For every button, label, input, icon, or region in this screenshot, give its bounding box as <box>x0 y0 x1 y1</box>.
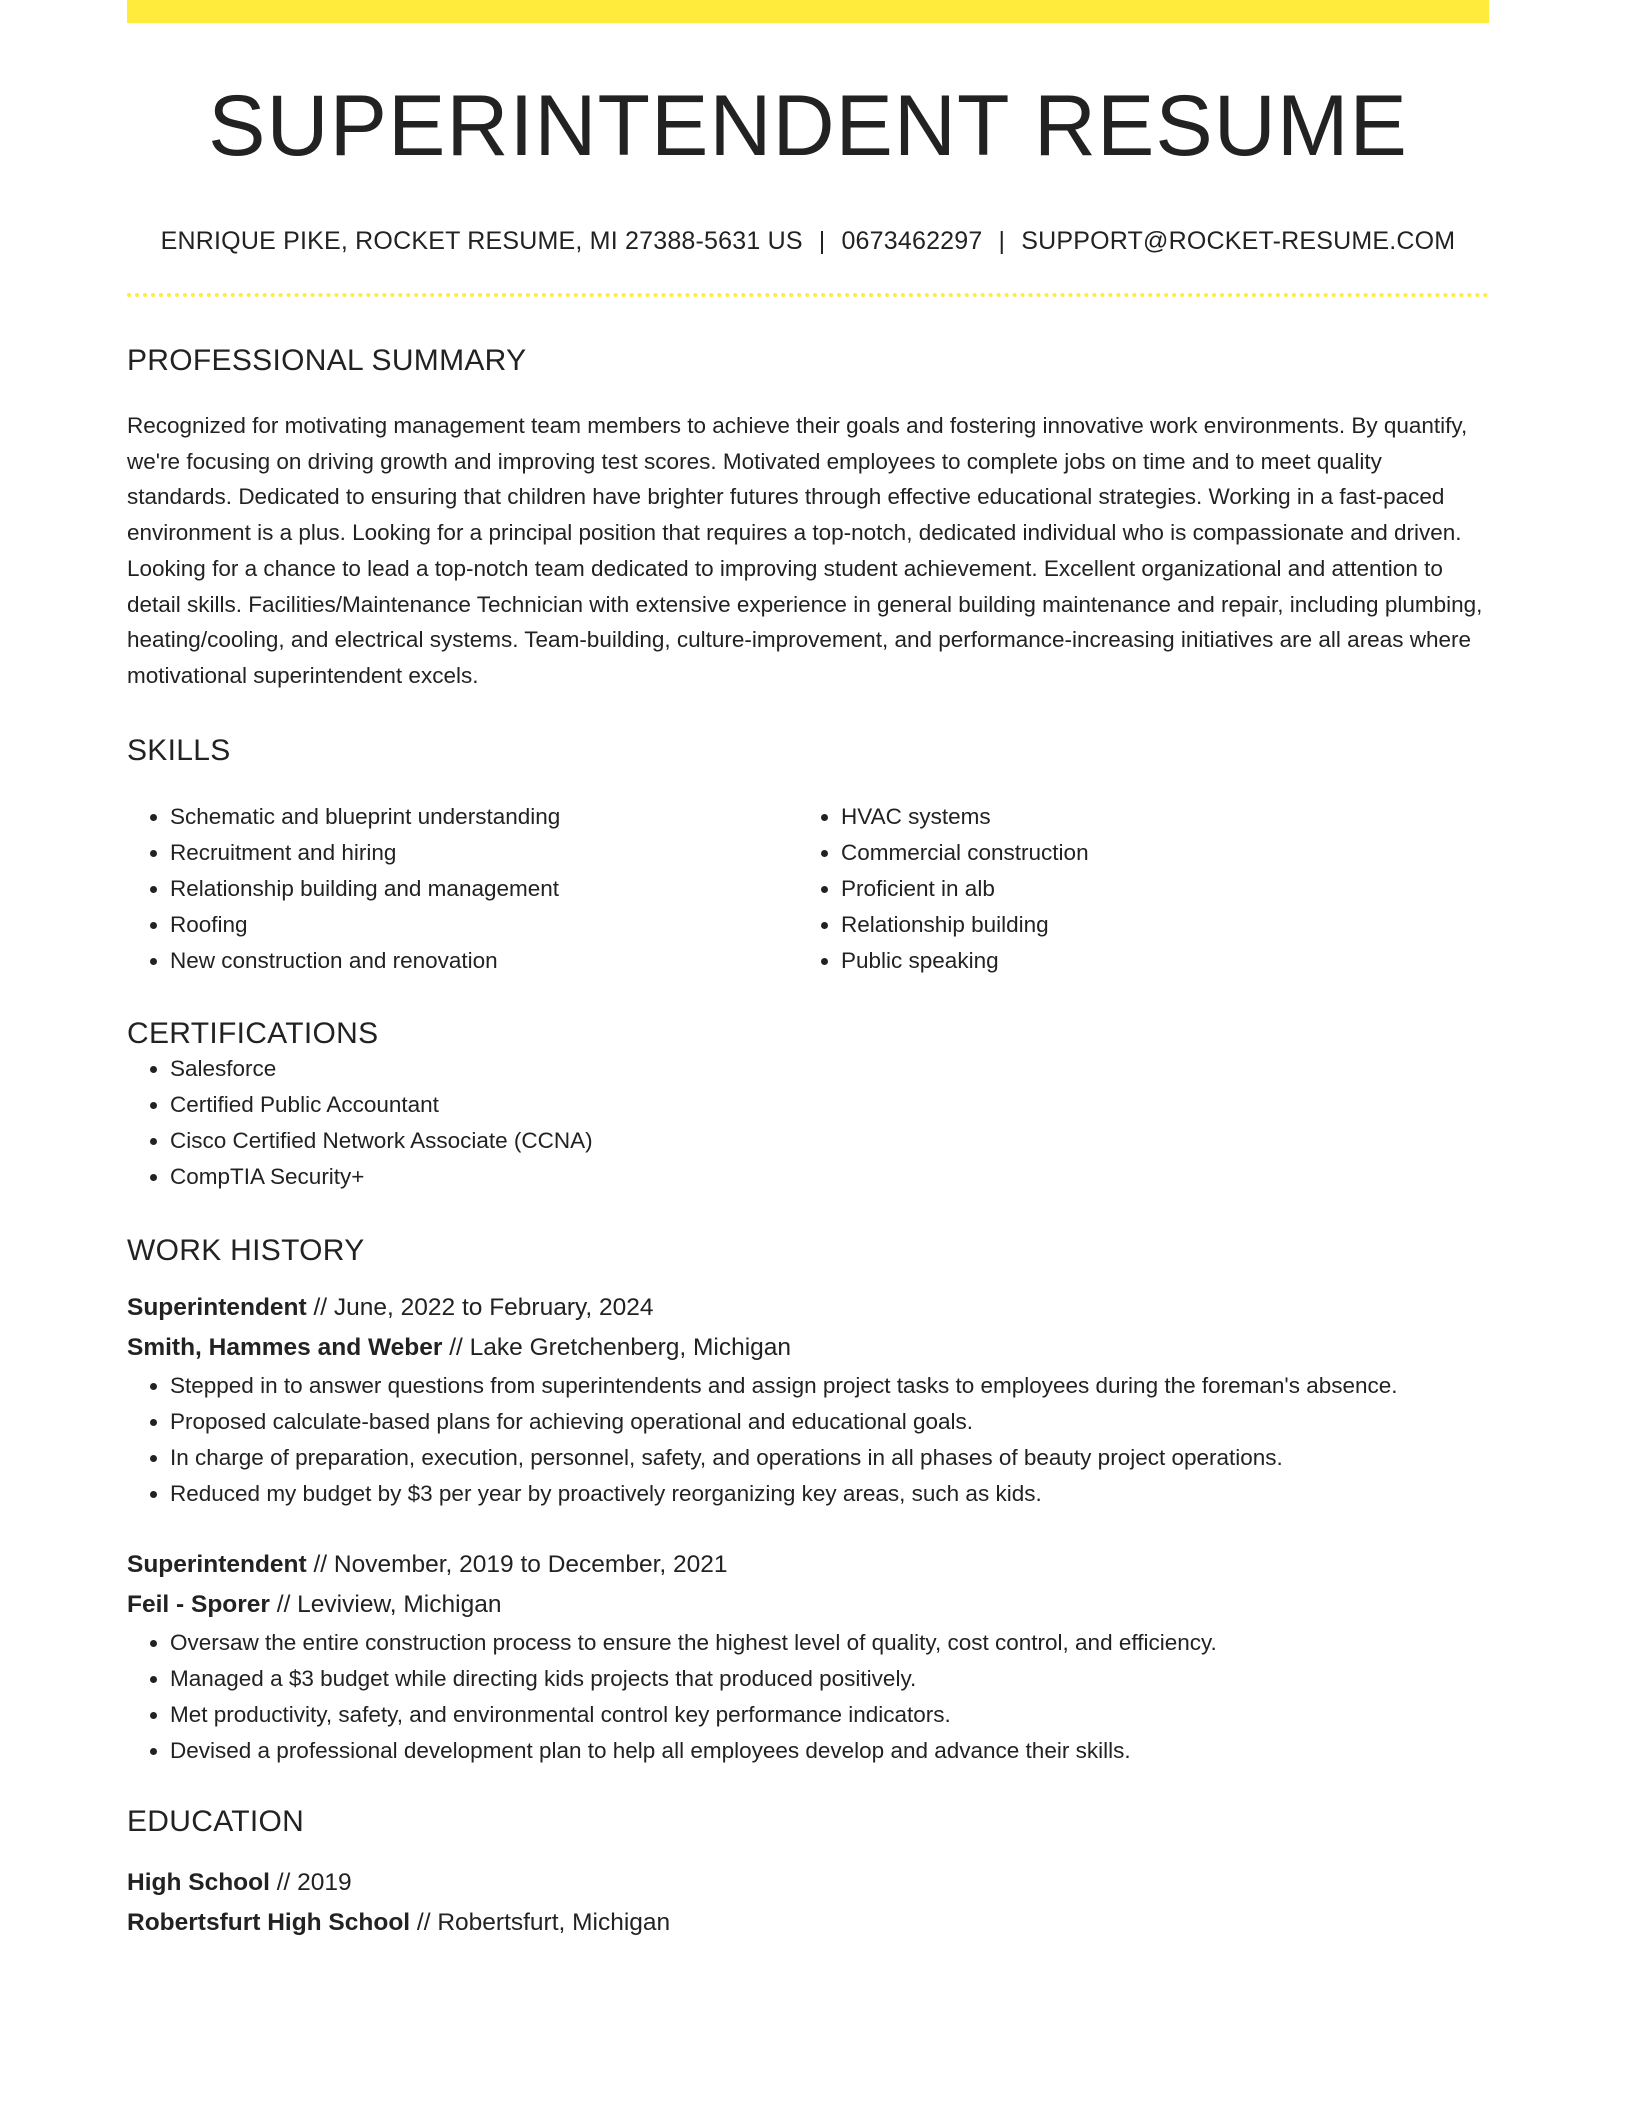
summary-heading: PROFESSIONAL SUMMARY <box>127 344 527 377</box>
education-school: Robertsfurt High School <box>127 1908 411 1936</box>
education-degree-line <box>127 1863 1489 1903</box>
education-entry <box>127 1863 1489 1943</box>
resume-title: SUPERINTENDENT RESUME <box>208 78 1408 174</box>
contact-email: SUPPORT@ROCKET-RESUME.COM <box>1021 227 1456 255</box>
skills-list-left <box>127 799 798 979</box>
job-bullet: • Reduced my budget by $3 per year by proactively reorganizing key areas, such as kids. <box>170 1476 1489 1512</box>
skill-item: • Proficient in alb <box>841 871 1469 907</box>
job-bullet: • Met productivity, safety, and environmental control key performance indicators. <box>170 1697 1489 1733</box>
education-year: // 2019 <box>269 1868 352 1896</box>
contact-separator: | <box>818 227 826 255</box>
skill-item: • Relationship building <box>841 907 1469 943</box>
education-degree: High School <box>127 1868 270 1896</box>
job-company: Smith, Hammes and Weber <box>127 1333 443 1361</box>
job-bullets <box>127 1625 1489 1769</box>
certification-item: • Certified Public Accountant <box>170 1087 1489 1123</box>
skill-item: • Roofing <box>170 907 798 943</box>
skill-item: • Recruitment and hiring <box>170 835 798 871</box>
job-company: Feil - Sporer <box>127 1590 270 1618</box>
job-bullet: • Oversaw the entire construction process to ensure the highest level of quality, cost control, and efficiency. <box>170 1625 1489 1661</box>
contact-line <box>127 227 1489 256</box>
skills-column-left <box>127 799 798 979</box>
skill-item: • Commercial construction <box>841 835 1469 871</box>
certifications-heading: CERTIFICATIONS <box>127 1016 379 1050</box>
resume-page <box>127 0 1489 1943</box>
job-title-line <box>127 1288 1489 1328</box>
skills-list-right <box>798 799 1469 979</box>
certification-item: • Cisco Certified Network Associate (CCNA) <box>170 1123 1489 1159</box>
job-title: Superintendent <box>127 1550 307 1578</box>
education-school-line <box>127 1903 1489 1943</box>
education-heading: EDUCATION <box>127 1804 305 1838</box>
skill-item: • Relationship building and management <box>170 871 798 907</box>
job-company-line <box>127 1328 1489 1368</box>
work-history-heading: WORK HISTORY <box>127 1233 365 1267</box>
job-entry <box>127 1288 1489 1512</box>
skills-grid <box>127 799 1489 979</box>
skill-item: • Public speaking <box>841 943 1469 979</box>
job-dates: // November, 2019 to December, 2021 <box>306 1550 728 1578</box>
skills-column-right <box>798 799 1469 979</box>
job-bullet: • Proposed calculate-based plans for achieving operational and educational goals. <box>170 1404 1489 1440</box>
job-bullet: • Devised a professional development plan to help all employees develop and advance their skills. <box>170 1733 1489 1769</box>
job-location: // Lake Gretchenberg, Michigan <box>442 1333 792 1361</box>
job-bullets <box>127 1368 1489 1512</box>
job-bullet: • Stepped in to answer questions from superintendents and assign project tasks to employees during the foreman's absence. <box>170 1368 1489 1404</box>
job-title: Superintendent <box>127 1293 307 1321</box>
contact-separator: | <box>998 227 1006 255</box>
job-title-line <box>127 1545 1489 1585</box>
skill-item: • New construction and renovation <box>170 943 798 979</box>
contact-address: ENRIQUE PIKE, ROCKET RESUME, MI 27388-5631 US <box>160 227 803 255</box>
job-company-line <box>127 1585 1489 1625</box>
contact-phone: 0673462297 <box>841 227 983 255</box>
accent-bar <box>127 0 1489 23</box>
skill-item: • Schematic and blueprint understanding <box>170 799 798 835</box>
skill-item: • HVAC systems <box>841 799 1469 835</box>
certification-item: • CompTIA Security+ <box>170 1159 1489 1195</box>
job-bullet: • In charge of preparation, execution, personnel, safety, and operations in all phases of beauty project operations. <box>170 1440 1489 1476</box>
job-location: // Leviview, Michigan <box>269 1590 502 1618</box>
dotted-divider <box>127 293 1489 297</box>
skills-heading: SKILLS <box>127 733 231 767</box>
summary-text: Recognized for motivating management team members to achieve their goals and fostering innovative work environments. By quantify, we're focusing on driving growth and improving test scores. Motivated employees to complete jobs on time and to meet quality standards. Dedicated to ensuring that children have brighter futures through effective educational strategies. Working in a fast-paced environment is a plus. Looking for a principal position that requires a top-notch, dedicated individual who is compassionate and driven. Looking for a chance to lead a top-notch team dedicated to improving student achievement. Excellent organizational and attention to detail skills. Facilities/Maintenance Technician with extensive experience in general building maintenance and repair, including plumbing, heating/cooling, and electrical systems. Team-building, culture-improvement, and performance-increasing initiatives are all areas where motivational superintendent excels. <box>127 413 1483 688</box>
certification-item: • Salesforce <box>170 1051 1489 1087</box>
job-bullet: • Managed a $3 budget while directing kids projects that produced positively. <box>170 1661 1489 1697</box>
education-location: // Robertsfurt, Michigan <box>410 1908 671 1936</box>
certifications-list <box>127 1051 1489 1195</box>
job-dates: // June, 2022 to February, 2024 <box>306 1293 654 1321</box>
job-entry <box>127 1545 1489 1769</box>
